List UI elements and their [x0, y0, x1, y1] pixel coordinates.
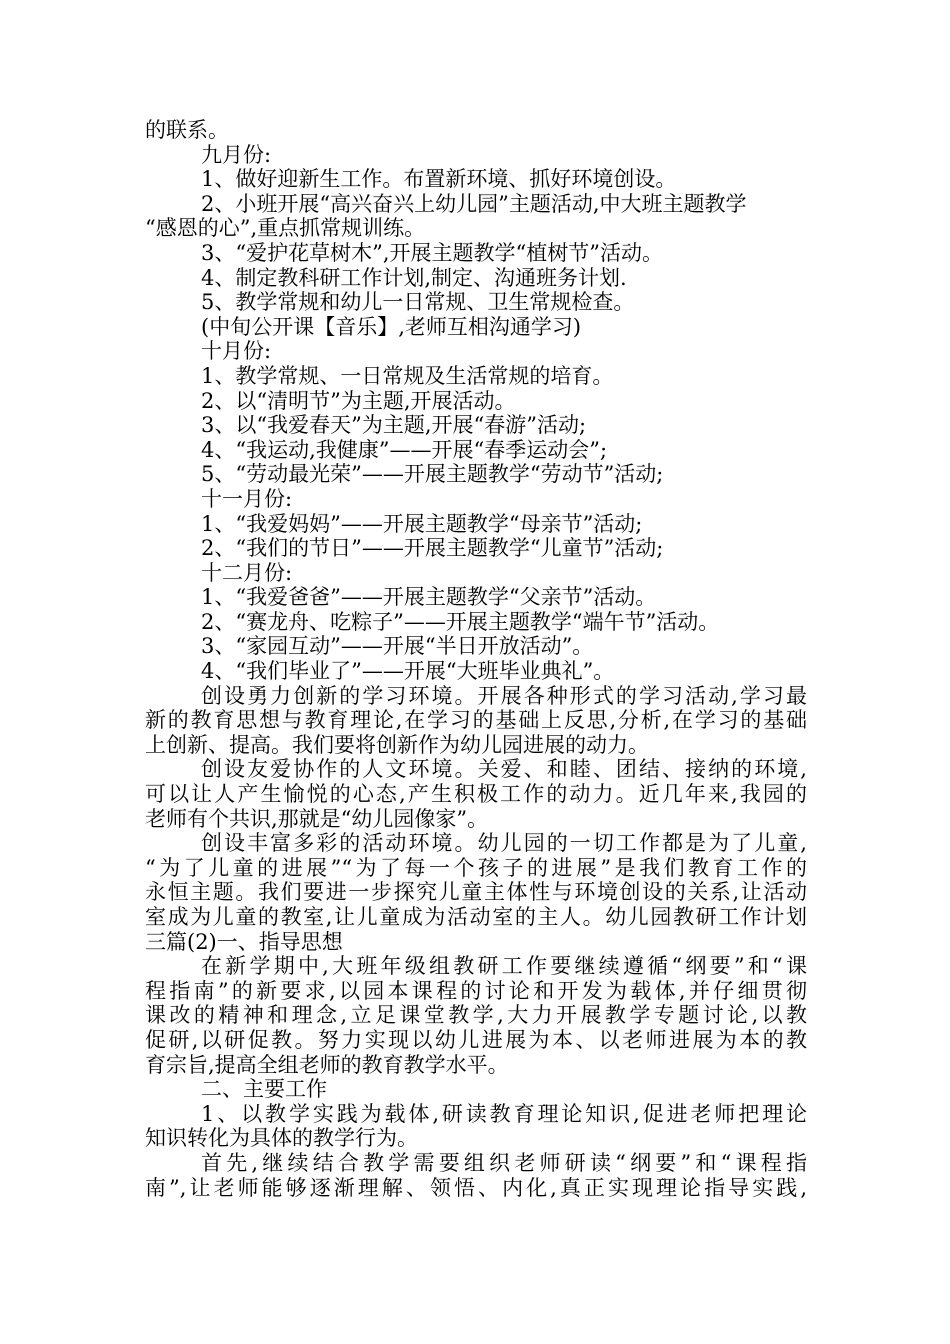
text-line: 的联系。 [145, 118, 229, 142]
text-line: 4、制定教科研工作计划,制定、沟通班务计划. [201, 265, 627, 290]
text-line: 知识转化为具体的教学行为。 [145, 1126, 418, 1151]
text-line: 在新学期中,大班年级组教研工作要继续遵循“纲要”和“课 [201, 954, 807, 979]
text-line: 首先,继续结合教学需要组织老师研读“纲要”和“课程指 [201, 1150, 807, 1175]
text-line: 程指南”的新要求,以园本课程的讨论和开发为载体,并仔细贯彻 [145, 978, 807, 1003]
text-line: 育宗旨,提高全组老师的教育教学水平。 [145, 1052, 509, 1077]
text-line: 二、主要工作 [201, 1077, 327, 1102]
text-line: 促研,以研促教。努力实现以幼儿进展为本、以老师进展为本的教 [145, 1027, 807, 1052]
document-page [145, 118, 807, 1200]
text-line: 三篇(2)一、指导思想 [145, 929, 343, 954]
text-line: 九月份: [201, 142, 272, 167]
text-line: 1、教学常规、一日常规及生活常规的培育。 [201, 363, 614, 388]
text-line: 十一月份: [201, 486, 293, 511]
text-line: 2、“我们的节日”——开展主题教学“儿童节”活动; [201, 536, 664, 561]
text-line: 创设友爱协作的人文环境。关爱、和睦、团结、接纳的环境, [201, 757, 807, 782]
text-line: 5、教学常规和幼儿一日常规、卫生常规检查。 [201, 290, 635, 315]
text-line: (中旬公开课【音乐】,老师互相沟通学习) [201, 314, 582, 339]
text-line: 1、做好迎新生工作。布置新环境、抓好环境创设。 [201, 167, 677, 192]
text-line: 十月份: [201, 339, 272, 364]
text-line: 创设丰富多彩的活动环境。幼儿园的一切工作都是为了儿童, [201, 831, 807, 856]
text-line: “感恩的心”,重点抓常规训练。 [145, 216, 426, 241]
text-line: 4、“我运动,我健康”——开展“春季运动会”; [201, 437, 608, 462]
text-line: 2、“赛龙舟、吃粽子”——开展主题教学“端午节”活动。 [201, 609, 720, 634]
text-line: 3、“爱护花草树木”,开展主题教学“植树节”活动。 [201, 240, 663, 265]
text-line: 1、“我爱爸爸”——开展主题教学“父亲节”活动。 [201, 585, 657, 610]
text-line: 可以让人产生愉悦的心态,产生积极工作的动力。近几年来,我园的 [145, 782, 807, 807]
text-line: 南”,让老师能够逐渐理解、领悟、内化,真正实现理论指导实践, [145, 1175, 807, 1200]
text-line: 1、以教学实践为载体,研读教育理论知识,促进老师把理论 [201, 1101, 807, 1126]
text-line: 2、小班开展“高兴奋兴上幼儿园”主题活动,中大班主题教学 [201, 191, 747, 216]
text-line: 老师有个共识,那就是“幼儿园像家”。 [145, 806, 489, 831]
text-line: 3、“家园互动”——开展“半日开放活动”。 [201, 634, 594, 659]
text-line: 2、以“清明节”为主题,开展活动。 [201, 388, 516, 413]
text-line: 创设勇力创新的学习环境。开展各种形式的学习活动,学习最 [201, 683, 807, 708]
text-line: 上创新、提高。我们要将创新作为幼儿园进展的动力。 [145, 732, 649, 757]
text-line: 3、以“我爱春天”为主题,开展“春游”活动; [201, 413, 587, 438]
text-line: 课改的精神和理念,立足课堂教学,大力开展教学专题讨论,以教 [145, 1003, 807, 1028]
text-line: “为了儿童的进展”“为了每一个孩子的进展”是我们教育工作的 [145, 855, 807, 880]
text-line: 十二月份: [201, 560, 293, 585]
text-line: 5、“劳动最光荣”——开展主题教学“劳动节”活动; [201, 462, 664, 487]
text-line: 1、“我爱妈妈”——开展主题教学“母亲节”活动; [201, 511, 643, 536]
text-line: 永恒主题。我们要进一步探究儿童主体性与环境创设的关系,让活动 [145, 880, 807, 905]
text-line: 室成为儿童的教室,让儿童成为活动室的主人。幼儿园教研工作计划 [145, 905, 807, 929]
text-line: 新的教育思想与教育理论,在学习的基础上反思,分析,在学习的基础 [145, 708, 807, 733]
text-line: 4、“我们毕业了”——开展“大班毕业典礼”。 [201, 659, 615, 684]
